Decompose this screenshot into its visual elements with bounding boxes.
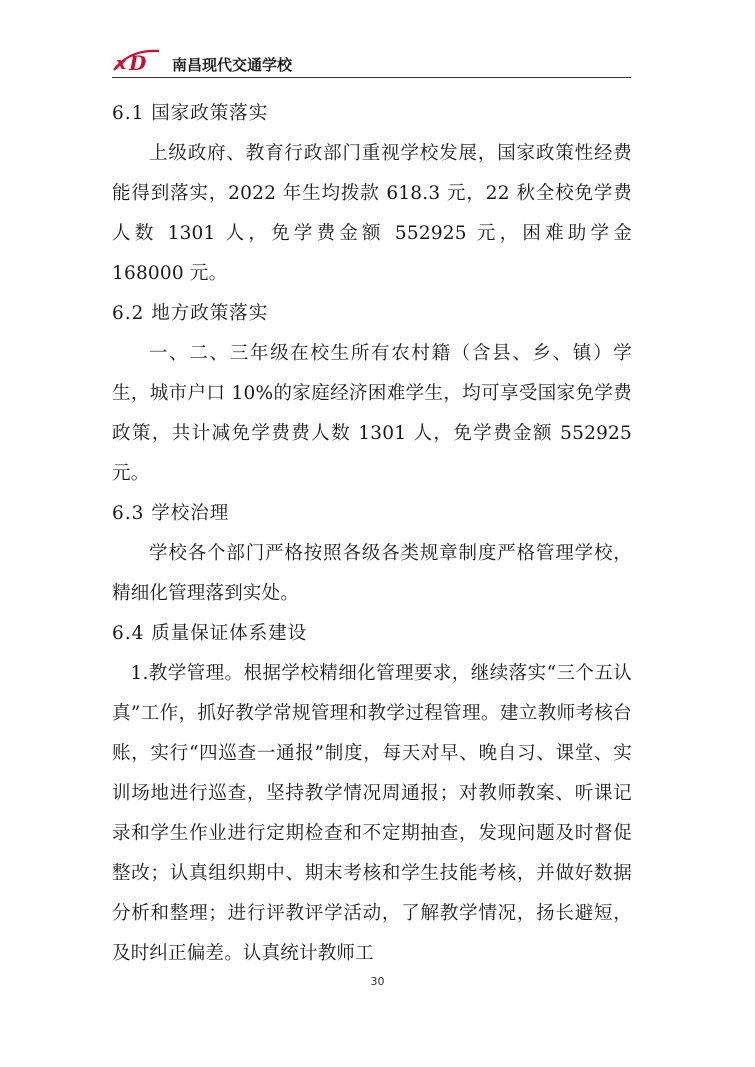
page-number: 30 xyxy=(370,975,385,988)
page-header xyxy=(112,46,631,82)
school-logo xyxy=(112,48,160,74)
section-heading-6-1: 6.1 国家政策落实 xyxy=(112,103,269,124)
section-heading-6-3: 6.3 学校治理 xyxy=(112,503,230,524)
header-divider xyxy=(112,77,631,78)
svg-text:D: D xyxy=(129,51,147,74)
document-body xyxy=(112,94,632,974)
section-heading-6-4: 6.4 质量保证体系建设 xyxy=(112,623,308,644)
school-name: 南昌现代交通学校 xyxy=(172,56,293,74)
section-6-2-paragraph: 一、二、三年级在校生所有农村籍（含县、乡、镇）学生，城市户口 10%的家庭经济困难学生，均可享受国家免学费政策，共计减免学费费人数 1301 人，免学费金额 552925 元。 xyxy=(112,343,632,484)
section-6-3-paragraph: 学校各个部门严格按照各级各类规章制度严格管理学校，精细化管理落到实处。 xyxy=(112,543,632,604)
svg-text:x: x xyxy=(116,54,127,74)
section-heading-6-2: 6.2 地方政策落实 xyxy=(112,303,269,324)
section-6-1-paragraph: 上级政府、教育行政部门重视学校发展，国家政策性经费能得到落实，2022 年生均拨款 618.3 元，22 秋全校免学费人数 1301 人，免学费金额 552925 元，困难助学金 168000 元。 xyxy=(112,143,632,284)
section-6-4-paragraph: 1.教学管理。根据学校精细化管理要求，继续落实“三个五认真”工作，抓好教学常规管理和教学过程管理。建立教师考核台账，实行“四巡查一通报”制度，每天对早、晚自习、课堂、实训场地进行巡查，坚持教学情况周通报；对教师教案、听课记录和学生作业进行定期检查和不定期抽查，发现问题及时督促整改；认真组织期中、期末考核和学生技能考核，并做好数据分析和整理；进行评教评学活动，了解教学情况，扬长避短，及时纠正偏差。认真统计教师工 xyxy=(112,663,632,964)
